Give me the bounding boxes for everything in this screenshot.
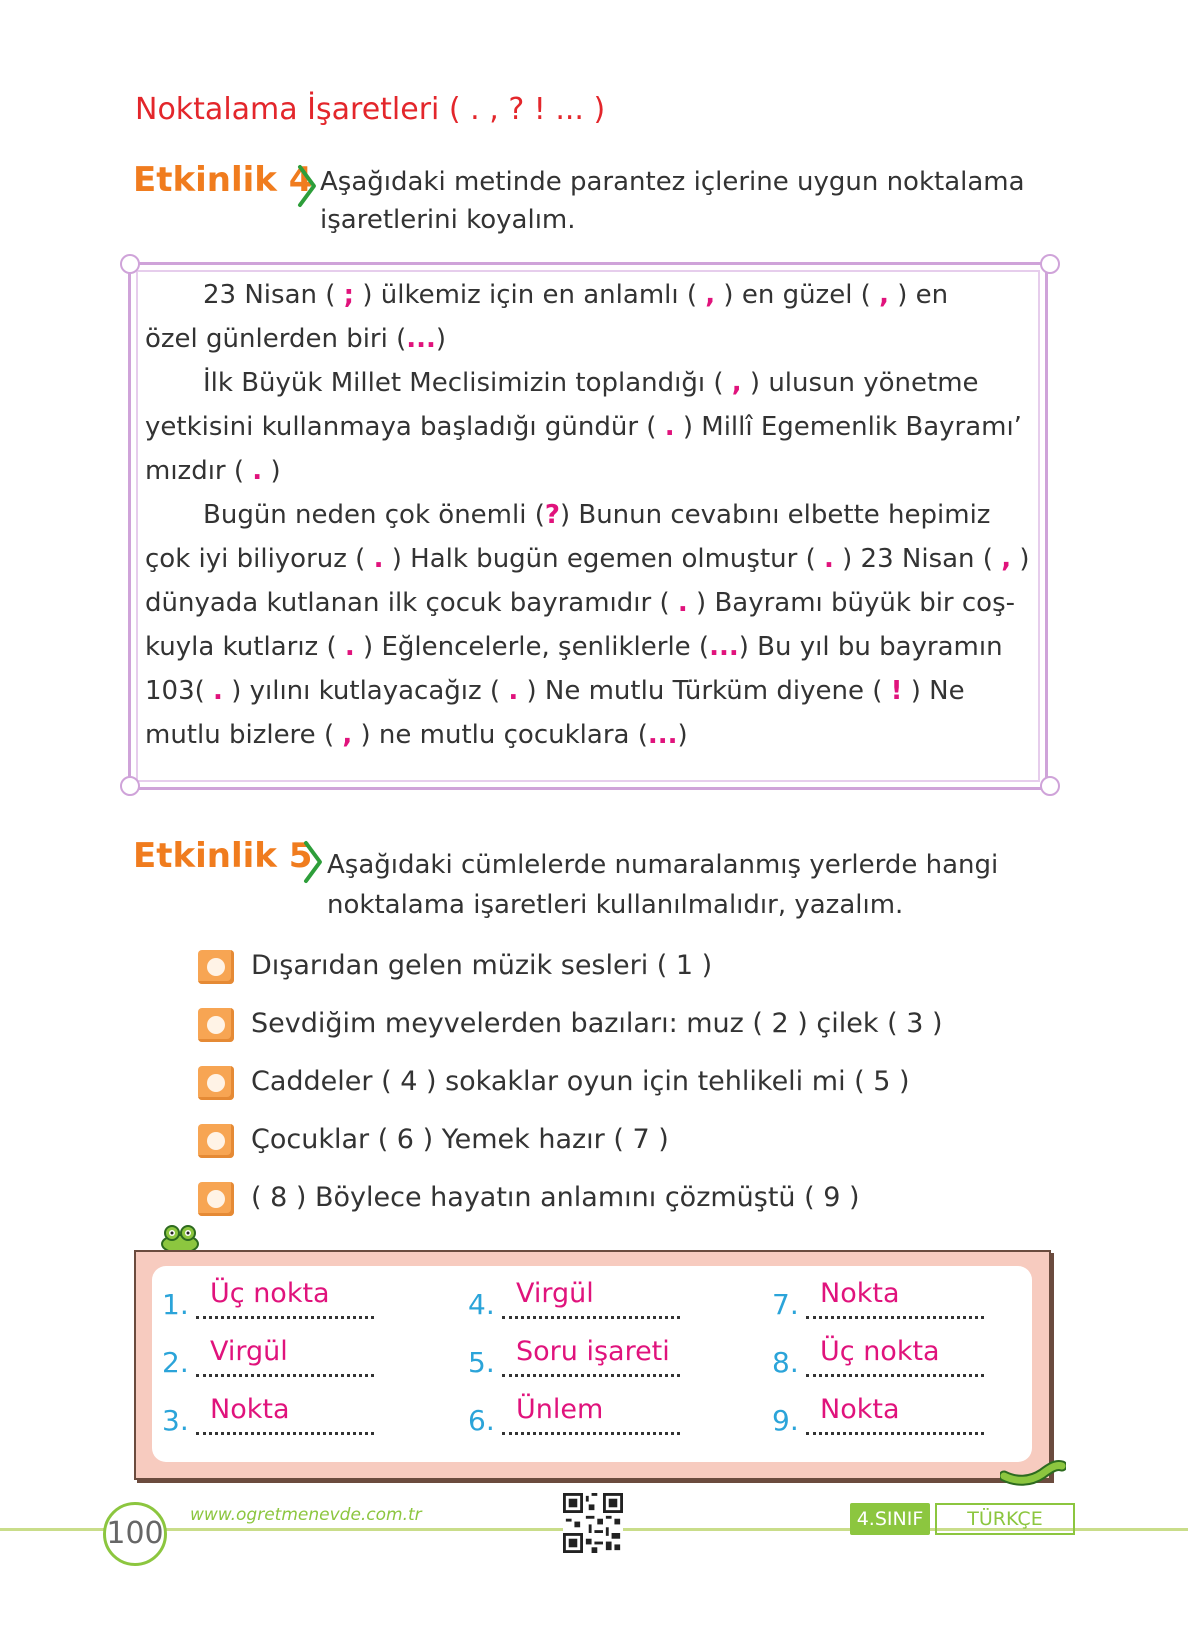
answer-number: 1. [162, 1288, 189, 1321]
answer-item [468, 1394, 698, 1440]
corner-ornament [1040, 254, 1060, 274]
passage-text-segment: ) Bayramı büyük bir coş- [687, 588, 1016, 618]
passage-text-segment: ) Halk bugün egemen olmuştur ( [383, 544, 824, 574]
passage-line [145, 316, 446, 362]
qr-code-icon[interactable] [563, 1493, 623, 1553]
answer-item [468, 1336, 698, 1382]
activity-4-instruction-line2: işaretlerini koyalım. [320, 205, 576, 235]
answer-value: Üç nokta [210, 1278, 330, 1309]
passage-line [145, 624, 1003, 670]
punctuation-answer: , [731, 368, 742, 398]
answer-value: Ünlem [516, 1394, 604, 1425]
passage-text-segment: ) [1011, 544, 1030, 574]
passage-line [145, 580, 1015, 626]
punctuation-answer: ; [343, 280, 355, 310]
question-item: Çocuklar ( 6 ) Yemek hazır ( 7 ) [251, 1124, 669, 1155]
answer-value: Üç nokta [820, 1336, 940, 1367]
passage-text-segment: ) en güzel ( [715, 280, 880, 310]
answer-item [162, 1336, 392, 1382]
passage-line [145, 712, 688, 758]
bullet-icon [198, 1124, 234, 1158]
activity-5-label: Etkinlik 5 [133, 836, 313, 876]
passage-text-segment: mutlu bizlere ( [145, 720, 343, 750]
answer-value: Nokta [210, 1394, 290, 1425]
punctuation-answer: , [342, 720, 353, 750]
punctuation-answer: ... [709, 632, 739, 662]
passage-text-segment: ) 23 Nisan ( [833, 544, 1002, 574]
passage-line [203, 272, 948, 318]
punctuation-answer: ... [406, 324, 436, 354]
passage-text-segment: özel günlerden biri ( [145, 324, 407, 354]
bullet-icon [198, 1008, 234, 1042]
corner-ornament [120, 254, 140, 274]
answer-value: Nokta [820, 1278, 900, 1309]
passage-text-segment: ) [262, 456, 281, 486]
passage-text-segment: ) en [888, 280, 949, 310]
punctuation-answer: . [373, 544, 384, 574]
answer-grid [152, 1266, 1032, 1462]
answer-value: Virgül [516, 1278, 594, 1309]
passage-line [203, 492, 990, 538]
answer-number: 7. [772, 1288, 799, 1321]
punctuation-answer: . [823, 544, 834, 574]
passage-text-segment: ) Ne mutlu Türküm diyene ( [518, 676, 891, 706]
punctuation-answer: , [1001, 544, 1012, 574]
passage-line [145, 448, 281, 494]
punctuation-answer: , [879, 280, 889, 310]
question-item: Caddeler ( 4 ) sokaklar oyun için tehlikeli mi ( 5 ) [251, 1066, 910, 1097]
passage-line [145, 668, 965, 714]
answer-number: 9. [772, 1404, 799, 1437]
punctuation-answer: , [705, 280, 716, 310]
punctuation-answer: . [252, 456, 263, 486]
corner-ornament [1040, 776, 1060, 796]
passage-text-segment: yetkisini kullanmaya başladığı gündür ( [145, 412, 665, 442]
bullet-icon [198, 950, 234, 984]
answer-value: Virgül [210, 1336, 288, 1367]
passage-text-segment: İlk Büyük Millet Meclisimizin toplandığı ( [203, 368, 732, 398]
passage-text-segment: ) [677, 720, 688, 750]
punctuation-answer: ! [890, 676, 903, 706]
answer-number: 8. [772, 1346, 799, 1379]
question-item: Sevdiğim meyvelerden bazıları: muz ( 2 ) çilek ( 3 ) [251, 1008, 943, 1039]
activity-4-label: Etkinlik 4 [133, 160, 313, 200]
activity-4-instruction-line1: Aşağıdaki metinde parantez içlerine uygun noktalama [320, 167, 1025, 197]
passage-text-segment: ) ulusun yönetme [741, 368, 979, 398]
subject-badge: TÜRKÇE [935, 1503, 1075, 1535]
activity-5-instruction-line1: Aşağıdaki cümlelerde numaralanmış yerlerde hangi [327, 850, 999, 880]
punctuation-answer: . [664, 412, 675, 442]
passage-text-segment: ) ne mutlu çocuklara ( [352, 720, 648, 750]
answer-box [134, 1250, 1051, 1480]
activity-5-instruction-line2: noktalama işaretleri kullanılmalıdır, yazalım. [327, 890, 904, 920]
frog-icon [158, 1222, 202, 1252]
answer-value: Soru işareti [516, 1336, 670, 1367]
passage-text-segment: ) Ne [902, 676, 965, 706]
answer-item [772, 1278, 1002, 1324]
page-number: 100 [103, 1502, 167, 1566]
answer-number: 2. [162, 1346, 189, 1379]
passage-text-segment: ) yılını kutlayacağız ( [222, 676, 509, 706]
passage-text-segment: dünyada kutlanan ilk çocuk bayramıdır ( [145, 588, 678, 618]
bullet-icon [198, 1066, 234, 1100]
answer-number: 4. [468, 1288, 495, 1321]
passage-text-segment: 103( [145, 676, 214, 706]
passage-line [145, 536, 1030, 582]
answer-item [468, 1278, 698, 1324]
answer-item [162, 1278, 392, 1324]
passage-text-segment: ) Bunun cevabını elbette hepimiz [559, 500, 991, 530]
passage-line [203, 360, 979, 406]
answer-number: 3. [162, 1404, 189, 1437]
passage-text-segment: Bugün neden çok önemli ( [203, 500, 545, 530]
passage-text-segment: 23 Nisan ( [203, 280, 344, 310]
passage-text-segment: çok iyi biliyoruz ( [145, 544, 374, 574]
punctuation-answer: . [344, 632, 355, 662]
punctuation-answer: . [213, 676, 223, 706]
answer-value: Nokta [820, 1394, 900, 1425]
corner-ornament [120, 776, 140, 796]
chevron-right-icon [297, 164, 317, 208]
answer-item [772, 1336, 1002, 1382]
punctuation-answer: . [677, 588, 688, 618]
question-item: ( 8 ) Böylece hayatın anlamını çözmüştü ( 9 ) [251, 1182, 860, 1213]
passage-text [145, 272, 1035, 772]
answer-item [772, 1394, 1002, 1440]
chevron-right-icon [303, 840, 323, 884]
website-link[interactable]: www.ogretmenevde.com.tr [190, 1505, 422, 1525]
answer-number: 5. [468, 1346, 495, 1379]
worm-icon [1000, 1452, 1066, 1486]
passage-text-segment: kuyla kutlarız ( [145, 632, 345, 662]
bullet-icon [198, 1182, 234, 1216]
passage-text-segment: ) Bu yıl bu bayramın [738, 632, 1003, 662]
grade-badge: 4.SINIF [850, 1503, 930, 1535]
passage-text-segment: ) Eğlencelerle, şenliklerle ( [354, 632, 710, 662]
passage-text-segment: ) ülkemiz için en anlamlı ( [354, 280, 706, 310]
punctuation-answer: . [508, 676, 519, 706]
punctuation-answer: ... [647, 720, 678, 750]
passage-text-segment: mızdır ( [145, 456, 253, 486]
passage-text-segment: ) Millî Egemenlik Bayramı’ [674, 412, 1022, 442]
question-item: Dışarıdan gelen müzik sesleri ( 1 ) [251, 950, 713, 981]
punctuation-answer: ? [544, 500, 560, 530]
passage-line [145, 404, 1022, 450]
answer-item [162, 1394, 392, 1440]
answer-number: 6. [468, 1404, 495, 1437]
section-title: Noktalama İşaretleri ( . , ? ! ... ) [135, 92, 606, 127]
passage-text-segment: ) [435, 324, 447, 354]
